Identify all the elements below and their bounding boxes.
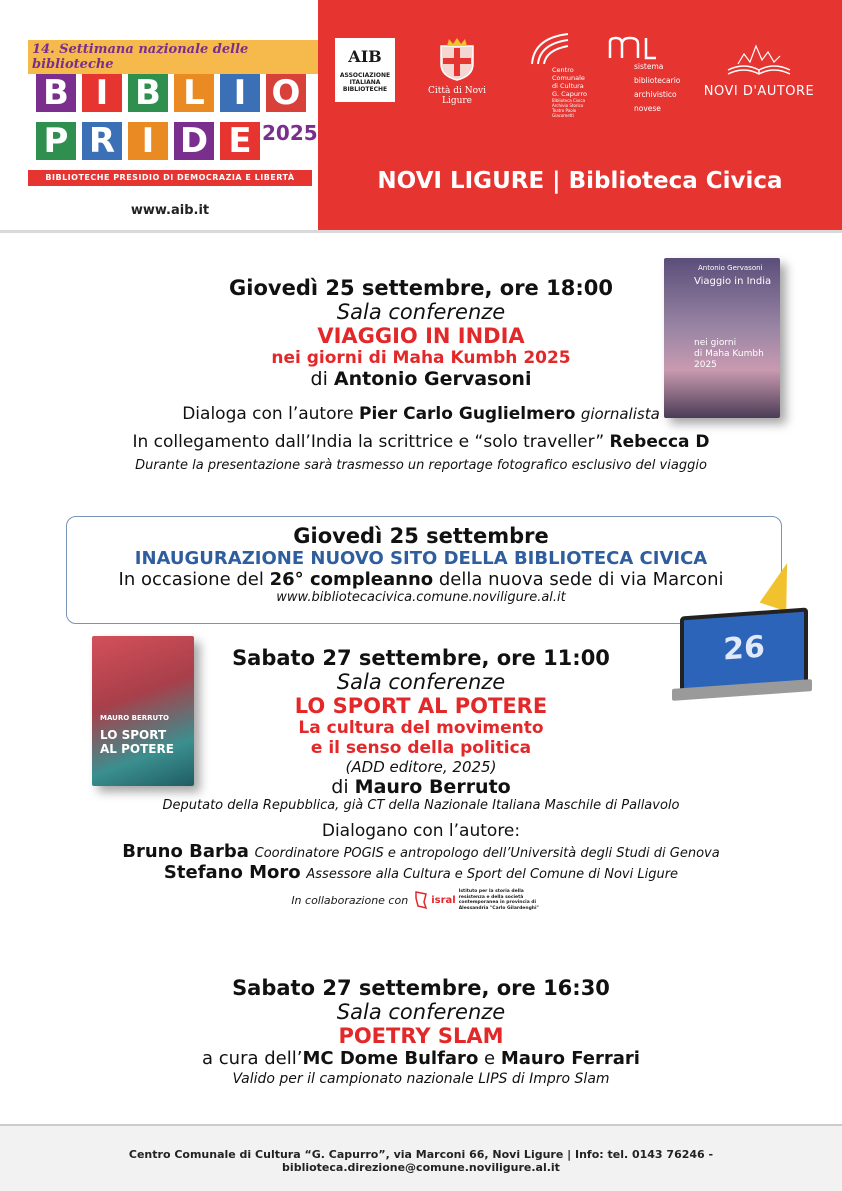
guest-role: Assessore alla Cultura e Sport del Comune di Novi Ligure: [306, 867, 679, 882]
laptop-number: 26: [723, 629, 765, 668]
event-3-place: Sala conferenze: [336, 670, 506, 694]
curator-name: Mauro Ferrari: [500, 1048, 640, 1069]
event-3: [0, 646, 842, 911]
event-3-guest-1: [0, 841, 842, 862]
event-1-place: Sala conferenze: [336, 300, 506, 324]
event-4-datetime: Sabato 27 settembre, ore 16:30: [232, 976, 610, 1000]
event-4-title: POETRY SLAM: [338, 1024, 504, 1048]
isral-name: isral: [431, 894, 456, 906]
guest-name: Pier Carlo Guglielmero: [358, 404, 576, 424]
event-4-curators: [0, 1048, 842, 1069]
brand-letter: B: [36, 74, 76, 112]
city-name: Città di Novi Ligure: [428, 86, 486, 106]
aib-url[interactable]: www.aib.it: [130, 203, 210, 218]
book-author: MAURO BERRUTO: [100, 714, 169, 722]
birthday-label: 26° compleanno: [269, 569, 434, 590]
book-title: Viaggio in India: [694, 276, 772, 287]
page-title: NOVI LIGURE | Biblioteca Civica: [377, 168, 783, 194]
event-1-note: Durante la presentazione sarà trasmesso un reportage fotografico esclusivo del viaggio: [135, 458, 707, 473]
sistema-logo: [608, 36, 681, 113]
book-cover-viaggio-in-india: [664, 258, 780, 418]
brand-year: 2025: [262, 121, 318, 145]
guest-role: giornalista: [580, 405, 660, 423]
brand-letter: L: [174, 74, 214, 112]
book-sub-line: nei giorni: [694, 338, 737, 348]
aib-logo: [335, 38, 395, 102]
centro-arc-icon: [528, 32, 572, 66]
brand-letter: O: [266, 74, 306, 112]
book-title: AL POTERE: [100, 742, 174, 756]
event-3-publisher: (ADD editore, 2025): [345, 758, 497, 776]
isral-map-icon: [414, 890, 428, 910]
curator-name: MC Dome Bulfaro: [302, 1048, 479, 1069]
connection-prefix: In collegamento dall’India la scrittrice e “solo traveller”: [132, 432, 605, 452]
isral-logo: [414, 889, 551, 911]
library-site-url[interactable]: www.bibliotecacivica.comune.noviligure.al.it: [276, 590, 566, 605]
writer-name: Rebecca D: [609, 432, 710, 452]
coat-of-arms-icon: [437, 36, 477, 82]
header-divider: [0, 230, 842, 233]
event-3-subtitle-2: e il senso della politica: [310, 738, 532, 758]
brand-letter: D: [174, 122, 214, 160]
curator-and: e: [484, 1048, 496, 1069]
event-4: [0, 976, 842, 1087]
guest-name: Bruno Barba: [122, 841, 249, 862]
aib-name: ASSOCIAZIONE ITALIANA BIBLIOTECHE: [339, 72, 391, 93]
event-2-line: [0, 569, 842, 590]
line-prefix: In occasione del: [118, 569, 264, 590]
event-3-datetime: Sabato 27 settembre, ore 11:00: [232, 646, 610, 670]
book-subtitle: [694, 338, 764, 371]
dialogue-prefix: Dialoga con l’autore: [182, 404, 354, 424]
isral-desc: Istituto per la storia della resistenza e della società contemporanea in provincia di Alessandria "Carlo Gilardenghi": [458, 889, 539, 911]
event-4-place: Sala conferenze: [336, 1000, 506, 1024]
novi-autore-logo: [700, 40, 818, 106]
collab-label: In collaborazione con: [291, 893, 409, 907]
event-3-subtitle-1: La cultura del movimento: [298, 718, 544, 738]
brand-letter: B: [128, 74, 168, 112]
event-3-author-line: [0, 776, 842, 798]
brand-tagline: BIBLIOTECHE PRESIDIO DI DEMOCRAZIA E LIBERTÀ: [28, 170, 312, 186]
aib-letters: AIB: [348, 47, 382, 66]
brand-letter: I: [128, 122, 168, 160]
brand-letter: P: [36, 122, 76, 160]
collaboration-line: [0, 889, 842, 911]
event-3-dialogue-label: Dialogano con l’autore:: [321, 821, 521, 841]
event-2: [0, 524, 842, 605]
event-3-author: Mauro Berruto: [354, 776, 511, 798]
event-4-note: Valido per il campionato nazionale LIPS di Impro Slam: [232, 1071, 610, 1087]
event-1-datetime: Giovedì 25 settembre, ore 18:00: [229, 276, 613, 300]
guest-name: Stefano Moro: [163, 862, 301, 883]
event-1-connection: [0, 432, 842, 452]
event-2-title: INAUGURAZIONE NUOVO SITO DELLA BIBLIOTECA CIVICA: [134, 548, 708, 569]
centro-logo: [528, 32, 588, 118]
line-suffix: della nuova sede di via Marconi: [438, 569, 724, 590]
sistema-m-icon: [608, 36, 658, 60]
by-prefix: di: [331, 776, 349, 798]
novi-autore-name: NOVI D'AUTORE: [703, 84, 815, 99]
open-book-icon: [724, 40, 794, 78]
brand-letter: I: [82, 74, 122, 112]
by-prefix: di: [310, 368, 328, 390]
book-sub-line: 2025: [694, 360, 717, 370]
book-author: Antonio Gervasoni: [698, 264, 763, 272]
event-3-guest-2: [0, 862, 842, 883]
book-sub-line: di Maha Kumbh: [694, 349, 764, 359]
sistema-name: sistema bibliotecario archivistico novese: [634, 62, 681, 113]
city-logo: [424, 36, 490, 108]
event-1-author: Antonio Gervasoni: [333, 368, 532, 390]
event-3-title: LO SPORT AL POTERE: [294, 694, 548, 718]
week-label: 14. Settimana nazionale delle biblioteche: [28, 40, 318, 74]
event-2-date: Giovedì 25 settembre: [293, 524, 549, 548]
event-1-title: VIAGGIO IN INDIA: [317, 324, 525, 348]
brand-letter: I: [220, 74, 260, 112]
curator-prefix: a cura dell’: [202, 1048, 303, 1069]
footer-contact: Centro Comunale di Cultura “G. Capurro”, via Marconi 66, Novi Ligure | Info: tel. 0143 76246 - biblioteca.direzione@comune.noviligure.al.it: [128, 1148, 714, 1174]
event-1-subtitle: nei giorni di Maha Kumbh 2025: [271, 348, 571, 368]
event-3-author-role: Deputato della Repubblica, già CT della Nazionale Italiana Maschile di Pallavolo: [162, 798, 680, 813]
book-title: LO SPORT: [100, 728, 167, 742]
centro-sub: Biblioteca Civica Archivio Storico Teatro Paolo Giacometti: [552, 98, 586, 118]
brand-letter: E: [220, 122, 260, 160]
guest-role: Coordinatore POGIS e antropologo dell’Università degli Studi di Genova: [254, 846, 720, 861]
brand-letter: R: [82, 122, 122, 160]
centro-name: Centro Comunale di Cultura G. Capurro: [552, 66, 588, 98]
